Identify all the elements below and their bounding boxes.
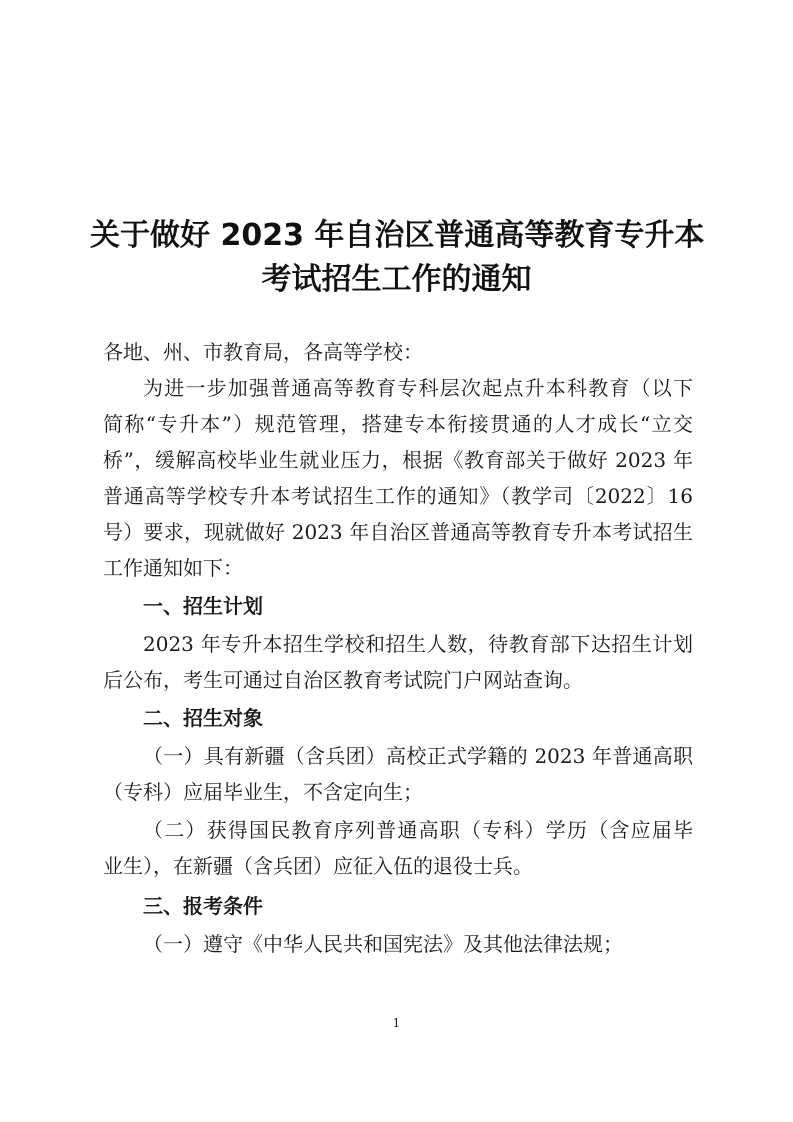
intro-line: 简称“专升本”）规范管理，搭建专本衔接贯通的人才成长“立交	[103, 412, 693, 436]
section-2-item-2-line: （二）获得国民教育序列普通高职（专科）学历（含应届毕	[143, 818, 693, 842]
section-2-item-1-line: （一）具有新疆（含兵团）高校正式学籍的 2023 年普通高职	[143, 744, 693, 768]
intro-line: 为进一步加强普通高等教育专科层次起点升本科教育（以下	[143, 376, 693, 400]
document-title-line-2: 考试招生工作的通知	[261, 262, 532, 297]
intro-line: 号）要求，现就做好 2023 年自治区普通高等教育专升本考试招生	[103, 520, 693, 544]
salutation: 各地、州、市教育局，各高等学校：	[103, 340, 423, 364]
section-heading-3: 三、报考条件	[143, 894, 263, 918]
page-number: 1	[392, 1016, 401, 1030]
section-2-item-1-line: （专科）应届毕业生，不含定向生；	[103, 780, 423, 804]
section-3-item-1: （一）遵守《中华人民共和国宪法》及其他法律法规；	[143, 932, 623, 956]
section-1-line: 2023 年专升本招生学校和招生人数，待教育部下达招生计划	[143, 632, 693, 656]
section-1-line: 后公布，考生可通过自治区教育考试院门户网站查询。	[103, 668, 583, 692]
section-2-item-2-line: 业生），在新疆（含兵团）应征入伍的退役士兵。	[103, 854, 533, 878]
intro-line: 工作通知如下：	[103, 556, 243, 580]
document-title-line-1: 关于做好 2023 年自治区普通高等教育专升本	[90, 218, 705, 253]
section-heading-1: 一、招生计划	[143, 594, 263, 618]
section-heading-2: 二、招生对象	[143, 706, 263, 730]
intro-line: 桥”，缓解高校毕业生就业压力，根据《教育部关于做好 2023 年	[103, 448, 693, 472]
intro-line: 普通高等学校专升本考试招生工作的通知》（教学司〔2022〕16	[103, 484, 693, 508]
